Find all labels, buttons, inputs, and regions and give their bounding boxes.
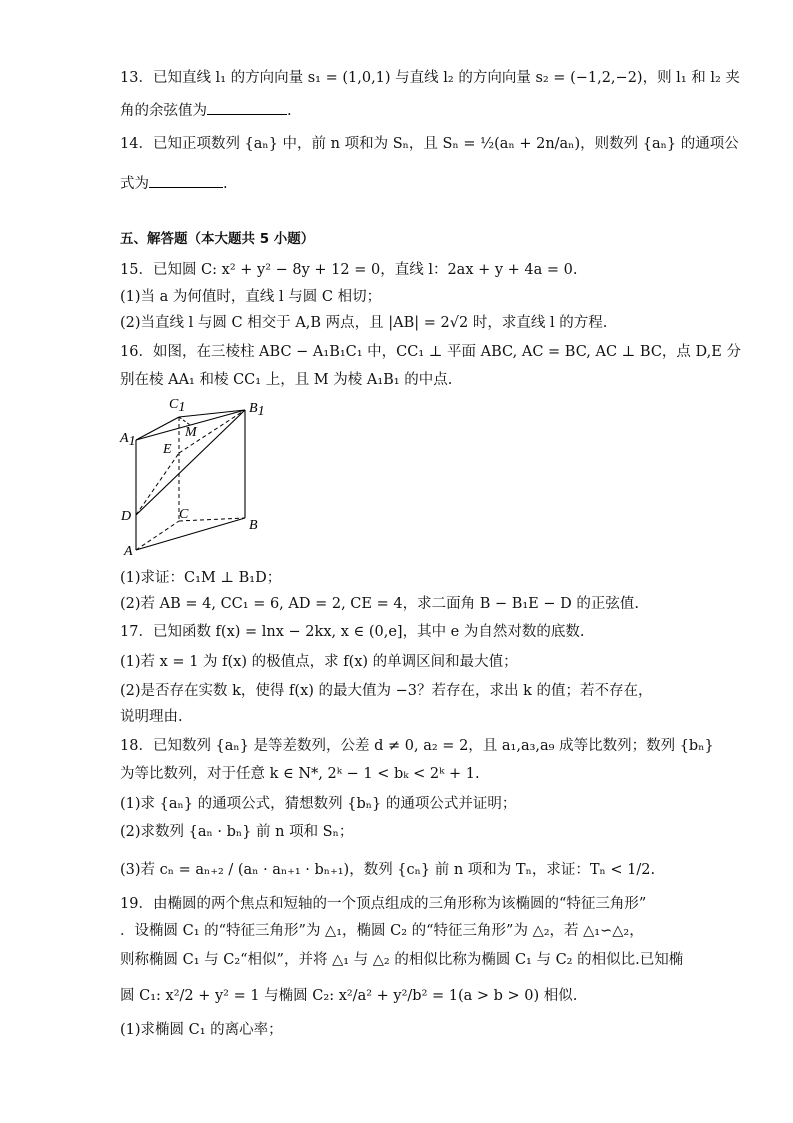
- label-m: M: [185, 425, 197, 440]
- edge-c1b1: [179, 410, 245, 417]
- section-title: 五、解答题（本大题共 5 小题）: [120, 231, 315, 247]
- q19-line-4: 圆 C₁: x²/2 + y² = 1 与椭圆 C₂: x²/a² + y²/b² = 1(a > b > 0) 相似.: [120, 988, 578, 1004]
- label-d: D: [121, 509, 132, 524]
- q19-line-2: ．设椭圆 C₁ 的“特征三角形”为 △₁，椭圆 C₂ 的“特征三角形”为 △₂，若 △₁∽△₂，: [120, 923, 644, 939]
- label-c: C: [179, 507, 189, 522]
- q15-line-1: 15．已知圆 C: x² + y² − 8y + 12 = 0，直线 l：2ax + y + 4a = 0.: [120, 262, 578, 278]
- edge-a1c1: [136, 417, 179, 440]
- q18-line-5: (3)若 cₙ = aₙ₊₂ / (aₙ · aₙ₊₁ · bₙ₊₁)，数列 {cₙ} 前 n 项和为 Tₙ，求证：Tₙ < 1/2.: [120, 862, 656, 878]
- q19-line-3: 则称椭圆 C₁ 与 C₂“相似”，并将 △₁ 与 △₂ 的相似比称为椭圆 C₁ 与 C₂ 的相似比.已知椭: [120, 952, 684, 968]
- q18-line-1: 18．已知数列 {aₙ} 是等差数列，公差 d ≠ 0, a₂ = 2，且 a₁,a₃,a₉ 成等比数列；数列 {bₙ}: [120, 738, 714, 754]
- q14-line-2: 式为 .: [120, 173, 228, 194]
- label-b: B: [249, 518, 258, 533]
- q14-line-1: 14．已知正项数列 {aₙ} 中，前 n 项和为 Sₙ，且 Sₙ = ½(aₙ + 2n/aₙ)，则数列 {aₙ} 的通项公: [120, 136, 739, 152]
- q15-line-2: (1)当 a 为何值时，直线 l 与圆 C 相切；: [120, 289, 382, 305]
- q16-line-3: (1)求证：C₁M ⊥ B₁D；: [120, 570, 282, 586]
- segment-de: [136, 453, 179, 515]
- q19-line-1: 19．由椭圆的两个焦点和短轴的一个顶点组成的三角形称为该椭圆的“特征三角形”: [120, 896, 647, 912]
- q13-line-1: 13．已知直线 l₁ 的方向向量 s₁ = (1,0,1) 与直线 l₂ 的方向向量 s₂ = (−1,2,−2)，则 l₁ 和 l₂ 夹: [120, 70, 740, 86]
- answer-blank: [149, 173, 223, 188]
- q16-line-4: (2)若 AB = 4, CC₁ = 6, AD = 2, CE = 4，求二面角 B − B₁E − D 的正弦值.: [120, 596, 639, 612]
- edge-ac: [136, 521, 179, 550]
- label-e: E: [163, 442, 172, 457]
- q13-line-2: 角的余弦值为 .: [120, 100, 292, 121]
- q16-line-1: 16．如图，在三棱柱 ABC − A₁B₁C₁ 中，CC₁ ⊥ 平面 ABC, AC = BC, AC ⊥ BC，点 D,E 分: [120, 344, 741, 360]
- q18-line-4: (2)求数列 {aₙ · bₙ} 前 n 项和 Sₙ；: [120, 824, 354, 840]
- prism-figure: [117, 393, 277, 563]
- q18-line-2: 为等比数列，对于任意 k ∈ N*, 2ᵏ − 1 < bₖ < 2ᵏ + 1.: [120, 766, 480, 782]
- q17-line-2: (1)若 x = 1 为 f(x) 的极值点，求 f(x) 的单调区间和最大值；: [120, 654, 518, 670]
- q16-line-2: 别在棱 AA₁ 和棱 CC₁ 上，且 M 为棱 A₁B₁ 的中点.: [120, 372, 453, 388]
- edge-ab: [136, 518, 245, 550]
- label-b1: B1: [249, 401, 265, 419]
- label-c1: C1: [169, 397, 186, 415]
- answer-blank: [207, 100, 287, 115]
- q18-line-3: (1)求 {aₙ} 的通项公式，猜想数列 {bₙ} 的通项公式并证明；: [120, 796, 517, 812]
- segment-c1m: [179, 417, 190, 425]
- q15-line-3: (2)当直线 l 与圆 C 相交于 A,B 两点，且 |AB| = 2√2 时，求直线 l 的方程.: [120, 315, 608, 331]
- q19-line-5: (1)求椭圆 C₁ 的离心率；: [120, 1022, 283, 1038]
- q17-line-1: 17．已知函数 f(x) = lnx − 2kx, x ∈ (0,e]，其中 e 为自然对数的底数.: [120, 624, 585, 640]
- label-a: A: [124, 544, 133, 559]
- label-a1: A1: [120, 431, 136, 449]
- q17-line-4: 说明理由.: [120, 709, 183, 725]
- q17-line-3: (2)是否存在实数 k，使得 f(x) 的最大值为 −3？若存在，求出 k 的值；若不存在，: [120, 683, 653, 699]
